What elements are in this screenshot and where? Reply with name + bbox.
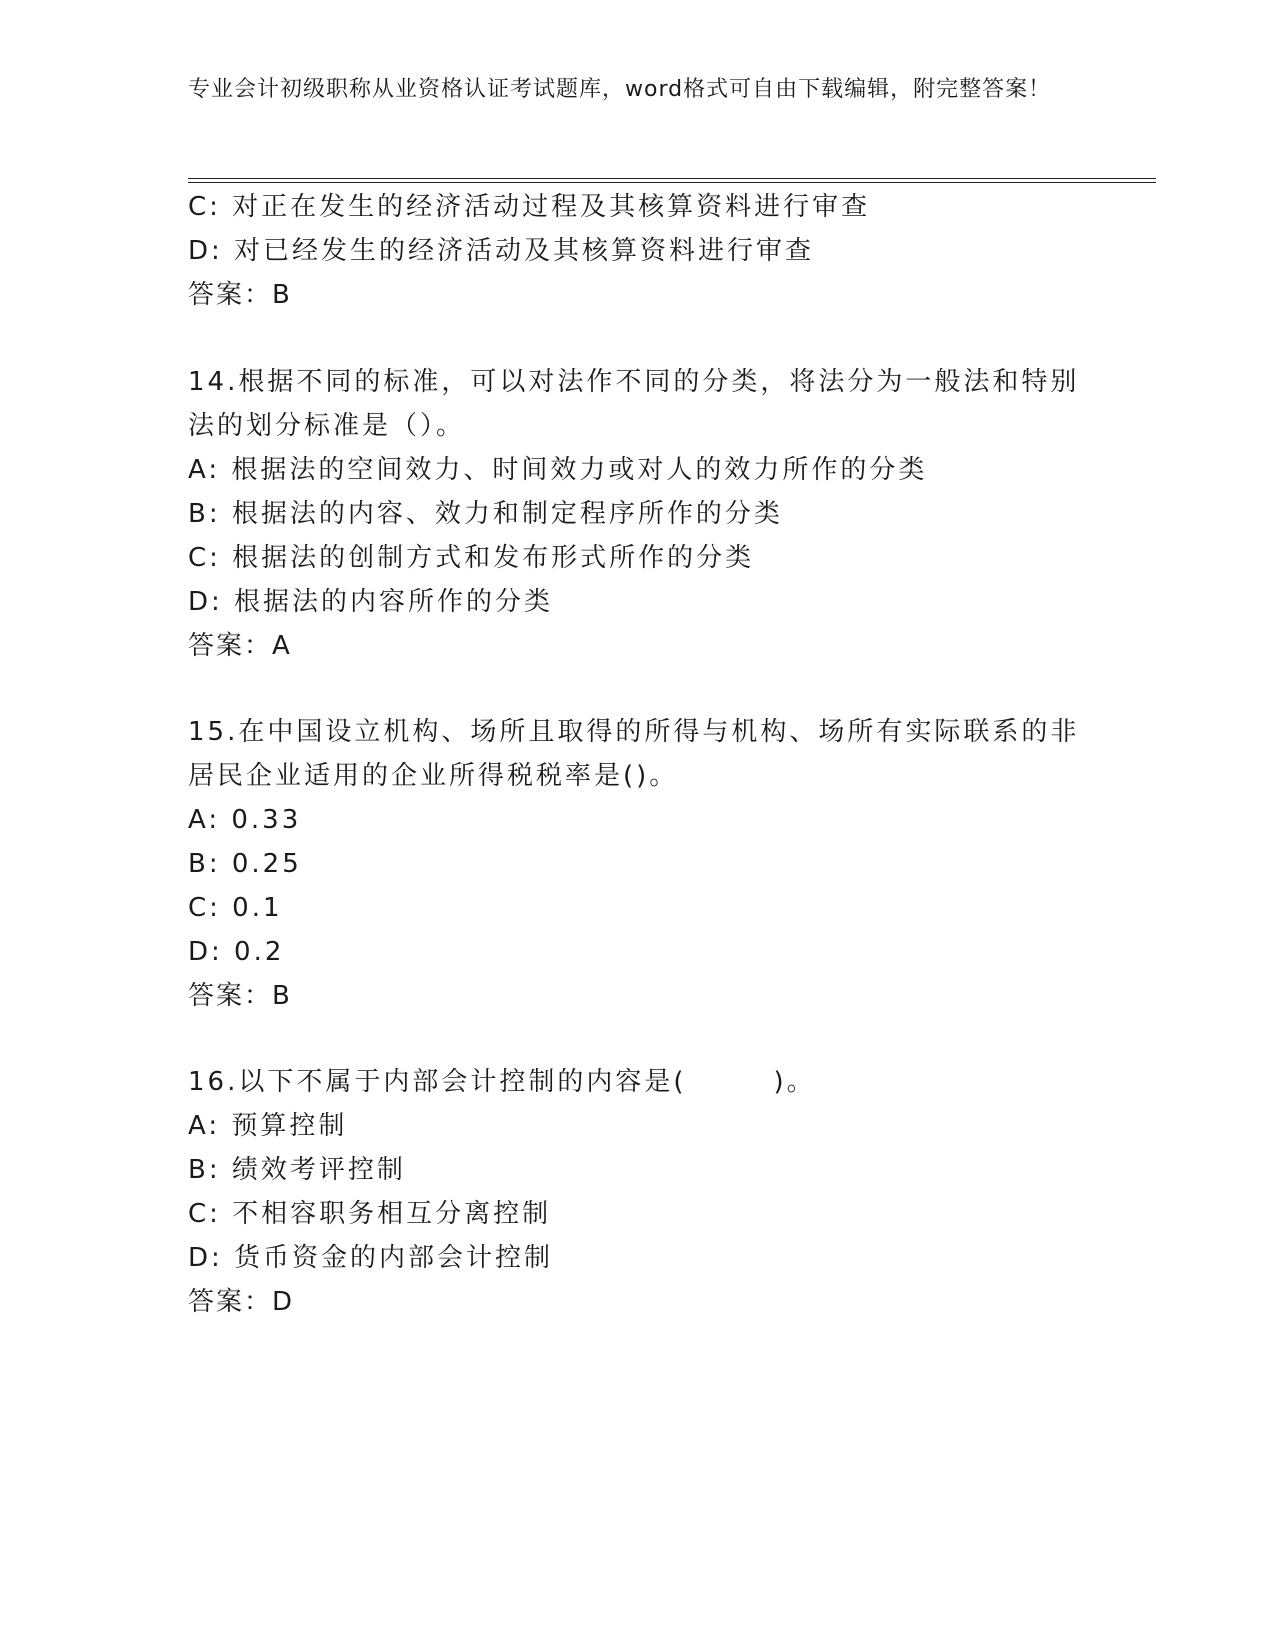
- q13-option-d: D: 对已经发生的经济活动及其核算资料进行审查: [188, 236, 815, 266]
- q13-answer: 答案：B: [188, 280, 292, 310]
- q14-option-d: D: 根据法的内容所作的分类: [188, 587, 554, 617]
- q15-option-d: D: 0.2: [188, 937, 285, 967]
- q16-option-b: B: 绩效考评控制: [188, 1155, 406, 1185]
- header-divider: [188, 178, 1156, 183]
- q15-option-b: B: 0.25: [188, 849, 302, 879]
- q16-option-d: D: 货币资金的内部会计控制: [188, 1243, 554, 1273]
- q15-option-a: A: 0.33: [188, 805, 302, 835]
- page-header: 专业会计初级职称从业资格认证考试题库，word格式可自由下载编辑，附完整答案！: [188, 77, 1052, 102]
- q14-option-b: B: 根据法的内容、效力和制定程序所作的分类: [188, 499, 783, 529]
- q15-stem-line1: 15.在中国设立机构、场所且取得的所得与机构、场所有实际联系的非: [188, 717, 1080, 747]
- q14-option-a: A: 根据法的空间效力、时间效力或对人的效力所作的分类: [188, 455, 928, 485]
- q14-stem-line2: 法的划分标准是（）。: [188, 411, 466, 441]
- q14-option-c: C: 根据法的创制方式和发布形式所作的分类: [188, 543, 755, 573]
- q15-stem-line2: 居民企业适用的企业所得税税率是()。: [188, 761, 679, 791]
- q14-answer: 答案：A: [188, 631, 292, 661]
- q13-option-c: C: 对正在发生的经济活动过程及其核算资料进行审查: [188, 192, 871, 222]
- q16-answer: 答案：D: [188, 1287, 295, 1317]
- q15-answer: 答案：B: [188, 981, 292, 1011]
- q15-option-c: C: 0.1: [188, 893, 283, 923]
- q14-stem-line1: 14.根据不同的标准，可以对法作不同的分类，将法分为一般法和特别: [188, 367, 1080, 397]
- q16-stem-line1: 16.以下不属于内部会计控制的内容是( )。: [188, 1067, 816, 1097]
- q16-option-a: A: 预算控制: [188, 1111, 348, 1141]
- q16-option-c: C: 不相容职务相互分离控制: [188, 1199, 552, 1229]
